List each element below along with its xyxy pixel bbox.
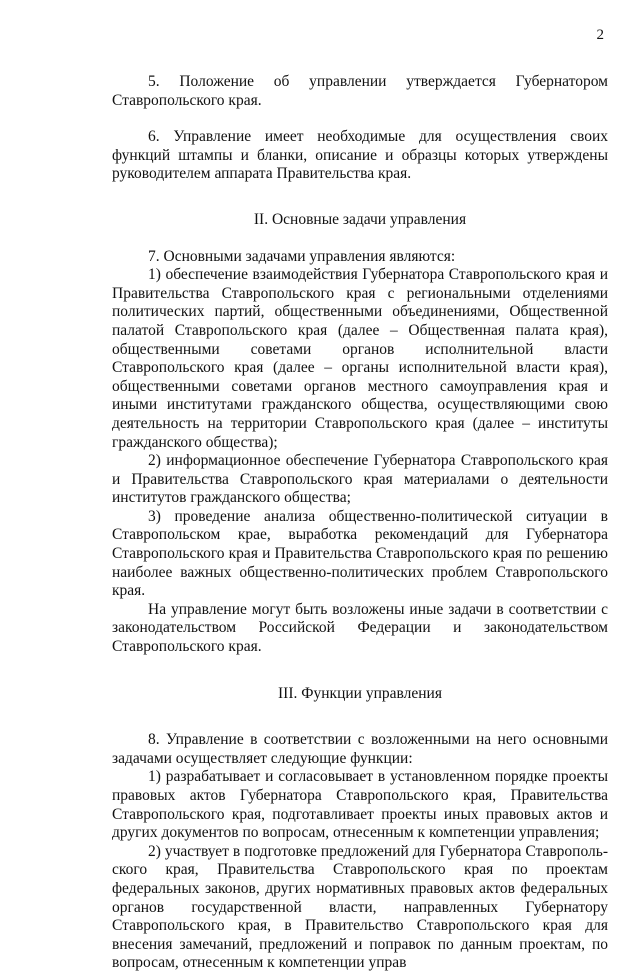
paragraph-8-item-2: 2) участвует в подготовке предложений для Губернатора Ставропольского края, Правительства Ставропольского края по проектам федеральных законов, других нормативных правовых актов федеральных органов государственной власти, направленных Губернатору Ставропольского края, в Правительство Ставропольского края для внесения замечаний, предложений и поправок по данным проектам, по вопросам, отнесенным к компетенции управ — [112, 842, 608, 972]
paragraph-6: 6. Управление имеет необходимые для осуществления своих функций штампы и бланки, описание и образцы которых утверждены руководителем аппарата Правительства края. — [112, 128, 608, 183]
paragraph-7-item-1: 1) обеспечение взаимодействия Губернатора Ставропольского края и Правительства Ставропольского края с региональными отделениями политических партий, общественными объединениями, Общественной палатой Ставропольского края (далее – Общественная палата края), общественными советами органов исполнительной власти Ставропольского края (далее – органы исполнительной власти края), общественными советами органов местного самоуправления края и иными институтами гражданского общества, осуществляющими свою деятельность на территории Ставропольского края (далее – институты гражданского общества); — [112, 266, 608, 451]
paragraph-8-item-1: 1) разрабатывает и согласовывает в установленном порядке проекты правовых актов Губернатора Ставропольского края, Правительства Ставропольского края, подготавливает проекты иных правовых актов и других документов по вопросам, отнесенным к компетенции управления; — [112, 768, 608, 842]
paragraph-5: 5. Положение об управлении утверждается Губернатором Ставропольского края. — [112, 73, 608, 109]
paragraph-7-item-2: 2) информационное обеспечение Губернатора Ставропольского края и Правительства Ставропольского края материалами о деятельности институтов гражданского общества; — [112, 452, 608, 507]
section-heading-2: II. Основные задачи управления — [253, 210, 467, 228]
paragraph-8-intro: 8. Управление в соответствии с возложенными на него основными задачами осуществляет следующие функции: — [112, 731, 608, 767]
document-body — [112, 73, 608, 973]
section-heading-3: III. Функции управления — [278, 684, 442, 702]
paragraph-7-other-tasks: На управление могут быть возложены иные задачи в соответствии с законодательством Российской Федерации и законодательством Ставропольского края. — [112, 600, 608, 656]
page-number: 2 — [596, 27, 604, 43]
paragraph-7-item-3: 3) проведение анализа общественно-политической ситуации в Ставропольском крае, выработка рекомендаций для Губернатора Ставропольского края и Правительства Ставропольского края по решению наиболее важных общественно-политических проблем Ставропольского края. — [112, 507, 608, 600]
paragraph-7-intro: 7. Основными задачами управления являются: — [148, 247, 456, 265]
